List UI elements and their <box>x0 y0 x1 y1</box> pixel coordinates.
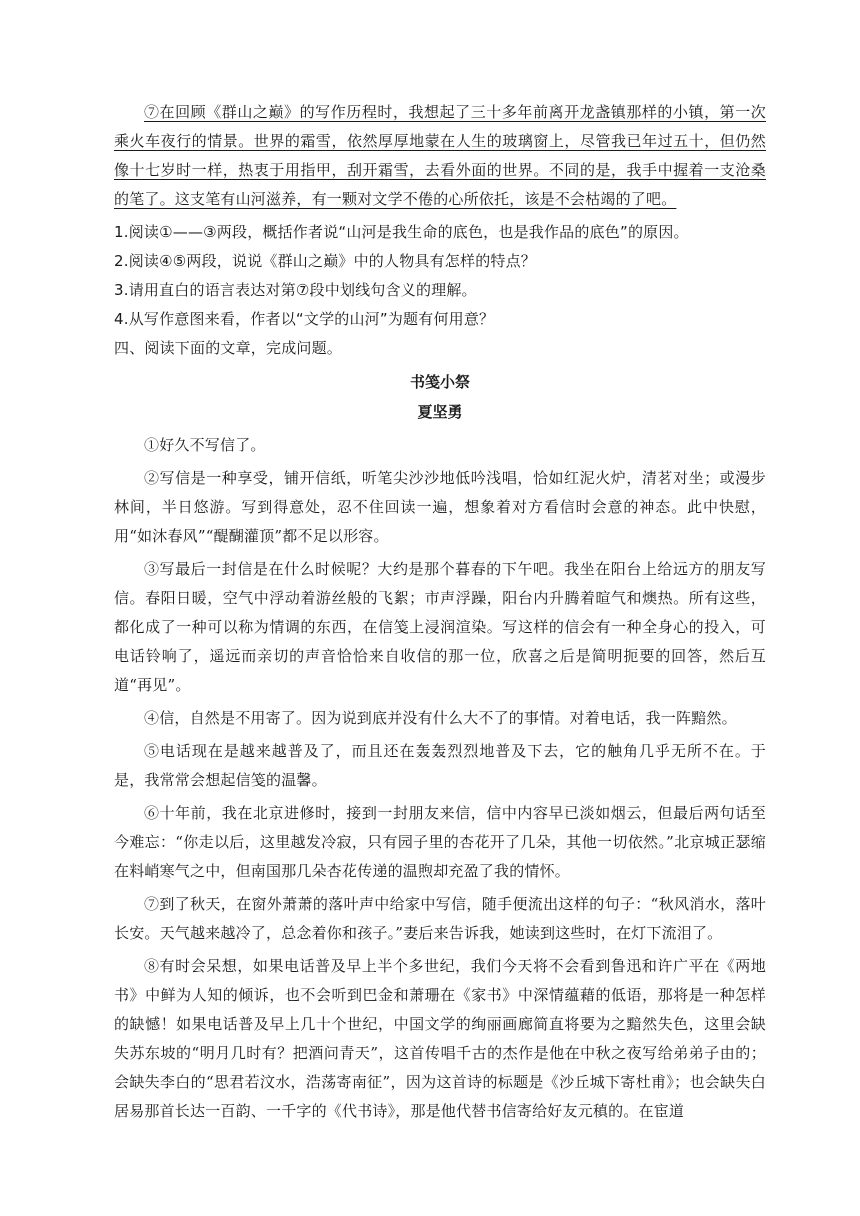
article-paragraph-7: ⑦到了秋天，在窗外萧萧的落叶声中给家中写信，随手便流出这样的句子：“秋风消水，落叶长安。天气越来越冷了，总念着你和孩子。”妻后来告诉我，她读到这些时，在灯下流泪了。 <box>114 895 766 942</box>
article-paragraph-6: ⑥十年前，我在北京进修时，接到一封朋友来信，信中内容早已淡如烟云，但最后两句话至今难忘：“你走以后，这里越发冷寂，只有园子里的杏花开了几朵，其他一切依然。”北京城正瑟缩在料峭寒气之中，但南国那几朵杏花传递的温煦却充盈了我的情怀。 <box>114 804 766 880</box>
article-paragraph-1: ①好久不写信了。 <box>144 436 266 454</box>
paragraph-7-underlined: ⑦在回顾《群山之巅》的写作历程时，我想起了三十多年前离开龙盏镇那样的小镇，第一次乘火车夜行的情景。世界的霜雪，依然厚厚地蒙在人生的玻璃窗上，尽管我已年过五十，但仍然像十七岁时一样，热衷于用指甲，刮开霜雪，去看外面的世界。不同的是，我手中握着一支沧桑的笔了。这支笔有山河滋养，有一颗对文学不倦的心所依托，该是不会枯竭的了吧。 <box>114 103 766 208</box>
article-author: 夏坚勇 <box>417 403 463 421</box>
question-3: 3.请用直白的语言表达对第⑦段中划线句含义的理解。 <box>114 281 477 299</box>
article-paragraph-5: ⑤电话现在是越来越普及了，而且还在轰轰烈烈地普及下去，它的触角几乎无所不在。于是，我常常会想起信笺的温馨。 <box>114 742 766 789</box>
question-2: 2.阅读④⑤两段，说说《群山之巅》中的人物具有怎样的特点？ <box>114 252 537 270</box>
article-paragraph-2: ②写信是一种享受，铺开信纸，听笔尖沙沙地低吟浅唱，恰如红泥火炉，清茗对坐；或漫步林间，半日悠游。写到得意处，忍不住回读一遍，想象着对方看信时会意的神态。此中快慰，用“如沐春风”“醍醐灌顶”都不足以形容。 <box>114 469 766 545</box>
article-paragraph-4: ④信，自然是不用寄了。因为说到底并没有什么大不了的事情。对着电话，我一阵黯然。 <box>144 709 737 727</box>
article-body <box>114 431 766 1126</box>
article-paragraph-3: ③写最后一封信是在什么时候呢？大约是那个暮春的下午吧。我坐在阳台上给远方的朋友写信。春阳日暖，空气中浮动着游丝般的飞絮；市声浮躁，阳台内升腾着暄气和燠热。所有这些，都化成了一种可以称为情调的东西，在信笺上浸润渲染。写这样的信会有一种全身心的投入，可电话铃响了，遥远而亲切的声音恰恰来自收信的那一位，欣喜之后是简明扼要的回答，然后互道“再见”。 <box>114 560 766 694</box>
question-1: 1.阅读①——③两段，概括作者说“山河是我生命的底色，也是我作品的底色”的原因。 <box>114 223 689 241</box>
section-heading: 四、阅读下面的文章，完成问题。 <box>114 339 343 357</box>
article-paragraph-8: ⑧有时会呆想，如果电话普及早上半个多世纪，我们今天将不会看到鲁迅和许广平在《两地书》中鲜为人知的倾诉，也不会听到巴金和萧珊在《家书》中深情蕴藉的低语，那将是一种怎样的缺憾！如果电话普及早上几十个世纪，中国文学的绚丽画廊简直将要为之黯然失色，这里会缺失苏东坡的“明月几时有？把酒问青天”，这首传唱千古的杰作是他在中秋之夜写给弟弟子由的；会缺失李白的“思君若汶水，浩荡寄南征”，因为这首诗的标题是《沙丘城下寄杜甫》；也会缺失白居易那首长达一百韵、一千字的《代书诗》，那是他代替书信寄给好友元稹的。在宦道 <box>114 957 766 1120</box>
article-title: 书笺小祭 <box>409 373 470 391</box>
question-4: 4.从写作意图来看，作者以“文学的山河”为题有何用意？ <box>114 310 495 328</box>
question-list <box>114 218 766 334</box>
